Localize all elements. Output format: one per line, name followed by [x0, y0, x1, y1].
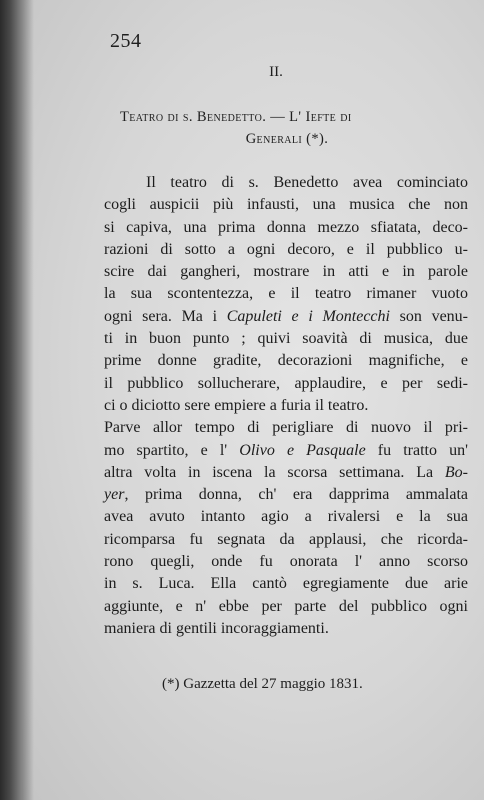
text-line: razioni di sotto a ogni decoro, e il pubblico u-: [104, 240, 468, 258]
page-number: 254: [110, 30, 142, 52]
text-line: ci o diciotto sere empiere a furia il teatro.: [104, 396, 369, 414]
text-line: mo spartito, e l' Olivo e Pasquale fu tratto un': [104, 441, 468, 459]
article-title-line-1: Teatro di s. Benedetto. — L' Iefte di: [120, 109, 352, 125]
text-line: ti in buon punto ; quivi soavità di musica, due: [104, 330, 468, 348]
text-line: ogni sera. Ma i Capuleti e i Montecchi son venu-: [104, 307, 469, 325]
chapter-number: II.: [269, 64, 283, 80]
text-line: maniera di gentili incoraggiamenti.: [104, 619, 329, 637]
italic-work-title: Bo-: [444, 463, 468, 481]
text-line: il pubblico sollucherare, applaudire, e per sedi-: [104, 374, 468, 392]
footnote: (*) Gazzetta del 27 maggio 1831.: [162, 676, 363, 692]
text-line: Il teatro di s. Benedetto avea cominciato: [146, 174, 468, 191]
text-line: Parve allor tempo di perigliare di nuovo il pri-: [104, 419, 468, 437]
text-line: yer, prima donna, ch' era dapprima ammalata: [104, 486, 468, 504]
text-line: la sua scontentezza, e il teatro rimaner vuoto: [104, 285, 468, 303]
text-line: cogli auspicii più infausti, una musica che non: [104, 196, 468, 214]
text-line: rono quegli, onde fu onorata l' anno scorso: [104, 553, 468, 571]
text-line: ricomparsa fu segnata da applausi, che ricorda-: [104, 530, 468, 548]
text-line: in s. Luca. Ella cantò egregiamente due arie: [104, 575, 468, 593]
book-page: [22, 0, 484, 800]
article-title: [120, 106, 460, 150]
text-line: si capiva, una prima donna mezzo sfiatata, deco-: [104, 218, 468, 236]
text-line: avea avuto intanto agio a rivalersi e la sua: [104, 508, 468, 526]
text-line: altra volta in iscena la scorsa settimana. La Bo-: [104, 463, 468, 481]
text-line: prime donne gradite, decorazioni magnifiche, e: [104, 352, 468, 370]
italic-work-title: yer: [104, 486, 125, 504]
body-paragraph: [104, 172, 468, 640]
article-title-line-2: Generali (*).: [245, 131, 329, 147]
text-line: scire dai gangheri, mostrare in atti e in parole: [104, 263, 468, 281]
text-line: aggiunte, e n' ebbe per parte del pubblico ogni: [104, 597, 468, 615]
italic-work-title: Capuleti e i Montecchi: [226, 307, 390, 325]
italic-work-title: Olivo e Pasquale: [239, 441, 366, 459]
